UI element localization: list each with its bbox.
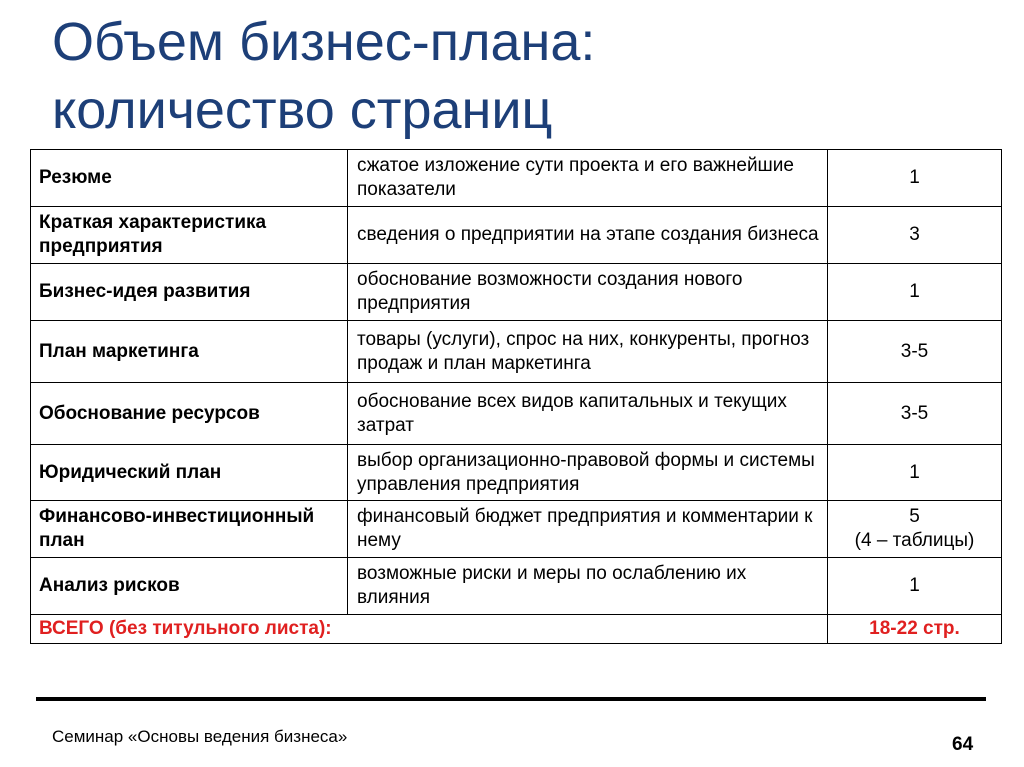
section-description-cell: сведения о предприятии на этапе создания бизнеса	[348, 207, 828, 264]
section-name-cell: Юридический план	[31, 445, 348, 501]
page-count-cell: 1	[828, 445, 1002, 501]
table-row-company-profile	[31, 207, 1002, 264]
table-row-resources	[31, 383, 1002, 445]
table-row-risk-analysis	[31, 558, 1002, 615]
page-count-cell	[828, 501, 1002, 558]
footer-text: Семинар «Основы ведения бизнеса»	[52, 727, 348, 746]
footer-divider	[36, 697, 986, 701]
section-description-cell: обоснование всех видов капитальных и текущих затрат	[348, 383, 828, 445]
section-name-cell: Резюме	[31, 150, 348, 207]
table-row-financial-plan	[31, 501, 1002, 558]
section-description-cell: возможные риски и меры по ослаблению их влияния	[348, 558, 828, 615]
table-row-business-idea	[31, 264, 1002, 321]
page-number: 64	[952, 734, 974, 755]
page-count-cell: 1	[828, 558, 1002, 615]
section-description-cell: обоснование возможности создания нового предприятия	[348, 264, 828, 321]
page-count-value: 5	[909, 506, 920, 527]
table-row-total	[31, 615, 1002, 644]
table-row-marketing-plan	[31, 321, 1002, 383]
section-name-cell: План маркетинга	[31, 321, 348, 383]
total-label-cell: ВСЕГО (без титульного листа):	[31, 615, 828, 644]
section-description-cell: товары (услуги), спрос на них, конкуренты, прогноз продаж и план маркетинга	[348, 321, 828, 383]
section-name-cell: Краткая характеристика предприятия	[31, 207, 348, 264]
section-name-cell: Бизнес-идея развития	[31, 264, 348, 321]
page-count-cell: 3	[828, 207, 1002, 264]
page-count-note: (4 – таблицы)	[854, 530, 975, 551]
slide-title	[52, 8, 992, 144]
page-count-table-container	[30, 149, 1001, 644]
page-count-table	[30, 149, 1002, 644]
section-name-cell: Финансово-инвестиционный план	[31, 501, 348, 558]
section-description-cell: финансовый бюджет предприятия и комментарии к нему	[348, 501, 828, 558]
page-count-cell: 1	[828, 150, 1002, 207]
section-description-cell: выбор организационно-правовой формы и системы управления предприятия	[348, 445, 828, 501]
slide-title-line-2: количество страниц	[52, 80, 553, 140]
table-row-legal-plan	[31, 445, 1002, 501]
slide-title-line-1: Объем бизнес-плана:	[52, 12, 596, 72]
table-row-resume	[31, 150, 1002, 207]
section-name-cell: Обоснование ресурсов	[31, 383, 348, 445]
total-pages-cell: 18-22 стр.	[828, 615, 1002, 644]
section-description-cell: сжатое изложение сути проекта и его важнейшие показатели	[348, 150, 828, 207]
page-count-cell: 1	[828, 264, 1002, 321]
page-count-cell: 3-5	[828, 383, 1002, 445]
page-count-cell: 3-5	[828, 321, 1002, 383]
section-name-cell: Анализ рисков	[31, 558, 348, 615]
